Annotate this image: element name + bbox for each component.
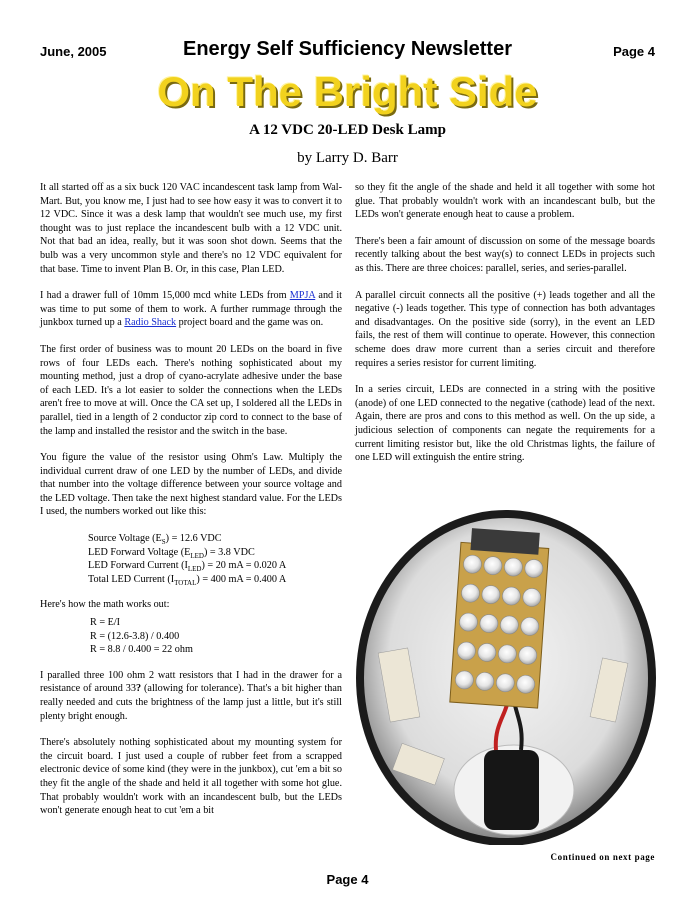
math-line: R = 8.8 / 0.400 = 22 ohm xyxy=(90,644,193,656)
paragraph: I paralled three 100 ohm 2 watt resistors that I had in the drawer for a resistance of around 33? (allowing for tolerance). That's a bit higher than really needed and cuts the brightness of the lamp just a little, but it's still plenty bright enough. xyxy=(40,669,342,722)
paragraph-text: I had a drawer full of 10mm 15,000 mcd white LEDs from xyxy=(40,290,287,302)
formula-total-current: Total LED Current $(I_{TOTAL}) = 400$ mA = 0.400 A xyxy=(88,573,287,587)
newsletter-title: Energy Self Sufficiency Newsletter xyxy=(182,38,512,60)
formula-source-voltage: Source Voltage $(E_S) = 12.6$ VDC xyxy=(88,533,222,547)
paragraph xyxy=(40,289,342,330)
paragraph: You figure the value of the resistor using Ohm's Law. Multiply the individual current draw of one LED by the number of LEDs, and divide that number into the voltage difference between your source voltage and the LED voltage. Then take the next highest standard value. For the LEDs I used, the numbers worked out like this: xyxy=(40,452,342,518)
footer-page-number: Page 4 xyxy=(326,872,369,887)
formula-block xyxy=(40,532,342,586)
article-headline: A 12 VDC 20-LED Desk Lamp xyxy=(249,122,446,138)
paragraph: There's been a fair amount of discussion on some of the message boards recently talking about the best way(s) to connect LEDs in projects such as this. There are three choices: parallel, series, and series-parallel. xyxy=(355,235,655,274)
paragraph: Here's how the math works out: xyxy=(40,599,170,611)
math-line: R = E/I xyxy=(90,617,121,629)
header-page-number: Page 4 xyxy=(613,44,655,59)
continued-note: Continued on next page xyxy=(550,852,655,862)
formula-led-voltage: LED Forward Voltage $(E_{LED}) = 3.8$ VDC xyxy=(88,546,255,560)
paragraph-text: and it was time to put some of them to work. A further rummage through the junkbox turned up a xyxy=(40,290,342,329)
section-masthead: On The Bright Side xyxy=(157,68,538,115)
paragraph: It all started off as a six buck 120 VAC incandescent task lamp from Wal-Mart. But, you know me, I just had to see how easy it was to convert it to 12 VDC. Since it was a desk lamp that wouldn't see much use, my first thought was to just replace the incandescent bulb with a 12 VDC unit. Not that bad an idea, really, but it was soon shot down. Seems that the bulb was a very uncommon style and there's no 12 VDC equivalent for that base. Time to invent Plan B. Or, in this case, Plan LED. xyxy=(40,182,342,275)
page-header xyxy=(40,38,655,64)
mpja-link[interactable]: MPJA xyxy=(289,290,316,302)
left-column xyxy=(40,181,342,831)
paragraph-text: project board and the game was on. xyxy=(178,317,324,329)
right-column xyxy=(355,181,655,478)
paragraph: The first order of business was to mount 20 LEDs on the board in five rows of four LEDs each. There's nothing sophisticated about my mounting method, just a drop of cyano-acrylate adhesive under the base of each LED. It's a lot easier to solder the connections when the LEDs aren't free to move at will. Once the CA set up, I soldered all the LEDs in parallel, tied in a length of 2 conductor zip cord to connect to the base of the lamp and installed the resistor and the switch in the base. xyxy=(40,343,342,437)
math-block xyxy=(40,616,342,657)
article-byline: by Larry D. Barr xyxy=(297,150,398,166)
lamp-led-photo xyxy=(356,500,656,845)
radio-shack-link[interactable]: Radio Shack xyxy=(124,317,177,329)
paragraph: There's absolutely nothing sophisticated about my mounting system for the circuit board. I just used a couple of rubber feet from a scrapped electronic device of some kind (they were in the junkbox), cut 'em a bit so they fit the angle of the shade and held it all together with some hot glue. That probably wouldn't work with an incandescent bulb, but the LEDs won't generate enough heat to cut 'em a bit xyxy=(40,737,342,817)
formula-led-current: LED Forward Current $(I_{LED}) = 20$ mA = 0.020 A xyxy=(88,560,287,574)
paragraph: so they fit the angle of the shade and held it all together with some hot glue. That probably wouldn't work with an incandescant bulb, but the LEDs won't generate enough heat to cause a problem. xyxy=(355,182,655,221)
lamp-socket xyxy=(484,750,539,830)
issue-date: June, 2005 xyxy=(40,44,107,59)
math-line: R = (12.6-3.8) / 0.400 xyxy=(90,630,180,642)
paragraph: A parallel circuit connects all the positive (+) leads together and all the negative (-) leads together. This type of connection has both advantages and disadvantages. On the positive side (sorry), in the event an LED fails, the rest of them will continue to operate. However, this connection scheme does draw more current than a series circuit and therefore requires a series resistor for current limiting. xyxy=(355,289,655,369)
paragraph: In a series circuit, LEDs are connected in a string with the positive (anode) of one LED connected to the negative (cathode) lead of the next. Again, there are pros and cons to this method as well. On the up side, a judicious selection of components can negate the requirements for a current limiting resistor but, like the old Christmas lights, the failure of one LED will extinguish the entire string. xyxy=(355,384,655,464)
